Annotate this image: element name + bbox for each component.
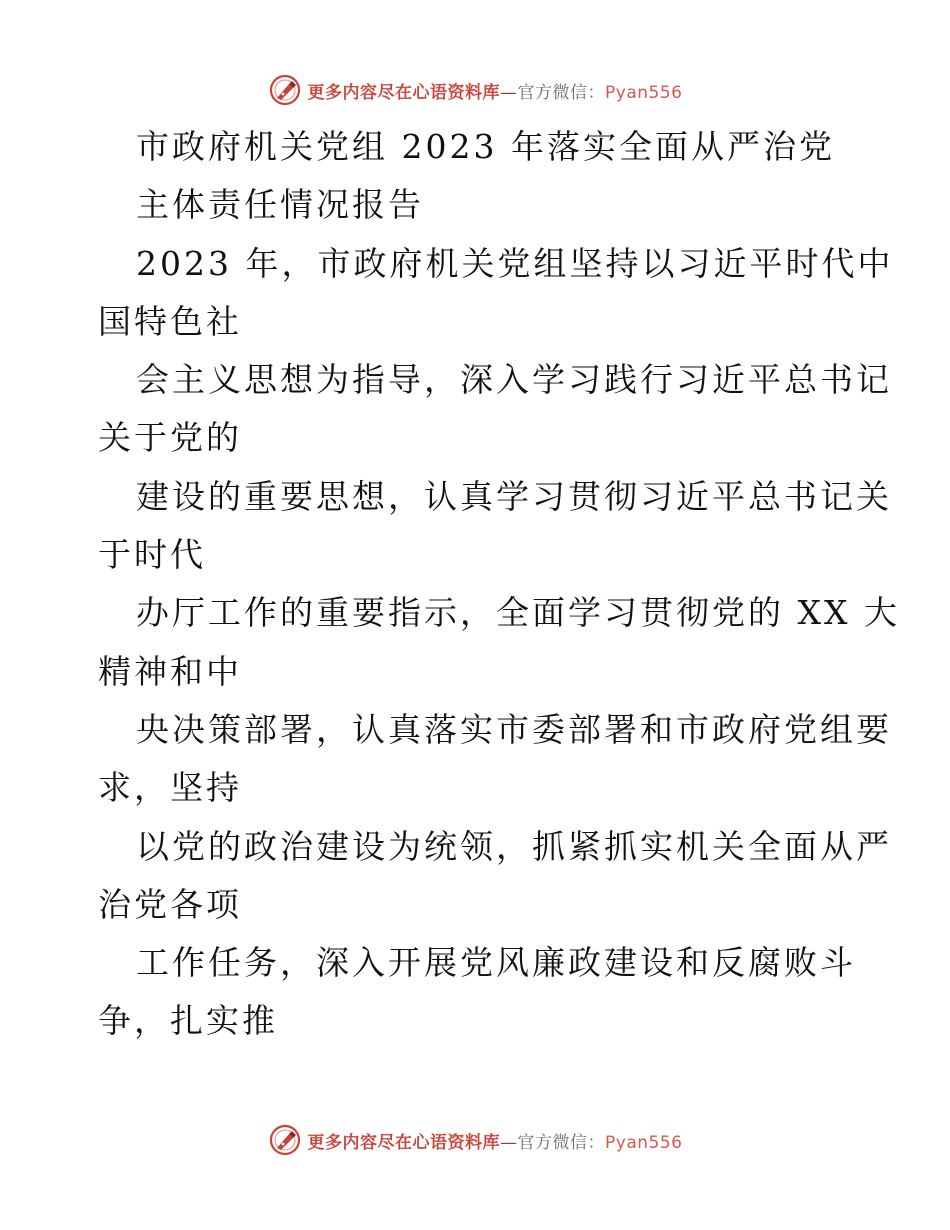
footer-watermark bbox=[0, 1120, 950, 1160]
watermark-site: 更多内容尽在心语资料库 bbox=[307, 82, 501, 103]
pen-nib-logo-icon bbox=[268, 73, 302, 107]
document-body bbox=[98, 118, 900, 1051]
document-line: 办厅工作的重要指示，全面学习贯彻党的 XX 大 bbox=[136, 593, 900, 633]
document-line: 工作任务，深入开展党风廉政建设和反腐败斗 bbox=[136, 943, 856, 983]
watermark-text bbox=[308, 1128, 683, 1153]
document-line: 央决策部署，认真落实市委部署和市政府党组要 bbox=[136, 709, 892, 749]
document-line: 求，坚持 bbox=[98, 768, 242, 808]
document-line: 精神和中 bbox=[98, 651, 242, 691]
document-line: 关于党的 bbox=[98, 418, 242, 458]
document-line: 争，扎实推 bbox=[98, 1001, 278, 1041]
pen-nib-logo-icon bbox=[268, 1123, 302, 1157]
watermark-id: Pyan556 bbox=[605, 1132, 683, 1153]
document-line: 以党的政治建设为统领，抓紧抓实机关全面从严 bbox=[136, 826, 892, 866]
watermark-id: Pyan556 bbox=[605, 82, 683, 103]
watermark-site: 更多内容尽在心语资料库 bbox=[307, 1132, 501, 1153]
document-line: 于时代 bbox=[98, 535, 206, 575]
document-line: 市政府机关党组 2023 年落实全面从严治党 bbox=[136, 127, 835, 166]
document-line: 主体责任情况报告 bbox=[136, 185, 424, 225]
document-line: 建设的重要思想，认真学习贯彻习近平总书记关 bbox=[136, 476, 892, 516]
watermark-dash: — bbox=[500, 1132, 518, 1153]
document-line: 国特色社 bbox=[98, 301, 242, 341]
document-line: 治党各项 bbox=[98, 884, 242, 924]
document-line: 2023 年，市政府机关党组坚持以习近平时代中 bbox=[136, 243, 894, 283]
watermark-text bbox=[308, 78, 683, 103]
watermark-label: 官方微信： bbox=[517, 1132, 606, 1153]
header-watermark bbox=[0, 70, 950, 110]
watermark-label: 官方微信： bbox=[517, 82, 606, 103]
document-line: 会主义思想为指导，深入学习践行习近平总书记 bbox=[136, 360, 892, 400]
watermark-dash: — bbox=[500, 82, 518, 103]
